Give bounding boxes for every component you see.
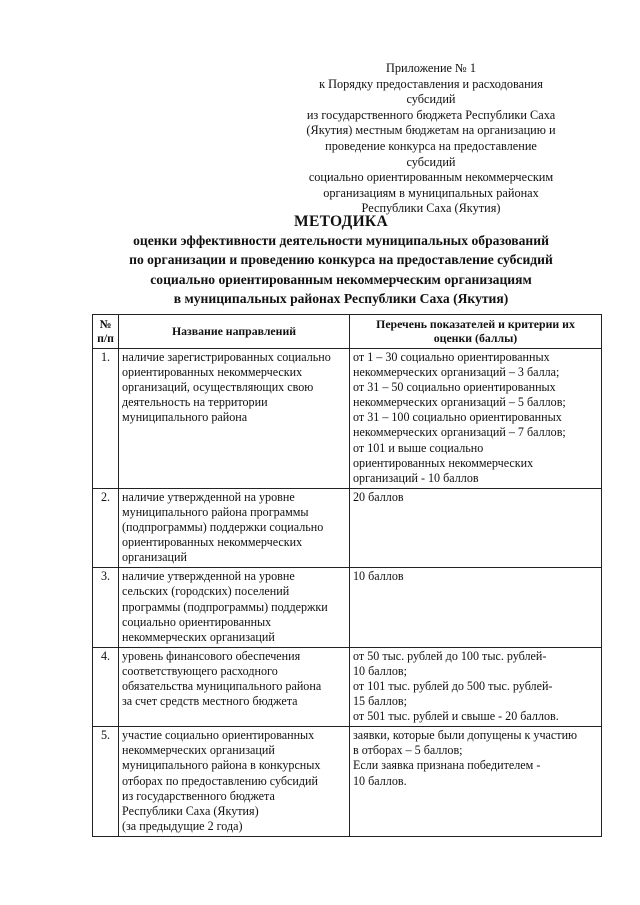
criteria-line: 20 баллов xyxy=(353,489,404,504)
direction-name-line: отборах по предоставлению субсидий xyxy=(122,773,318,788)
direction-name-line: некоммерческих организаций xyxy=(122,743,275,758)
row-number: 4. xyxy=(93,647,119,726)
table-row xyxy=(93,647,602,726)
criteria-line: некоммерческих организаций – 3 балла; xyxy=(353,365,560,380)
direction-name xyxy=(119,727,350,837)
criteria-line: заявки, которые были допущены к участию xyxy=(353,728,578,743)
criteria-line: от 101 тыс. рублей до 500 тыс. рублей- xyxy=(353,678,553,693)
appendix-header xyxy=(300,61,562,217)
direction-name-line: уровень финансового обеспечения xyxy=(122,648,301,663)
title-line: оценки эффективности деятельности муниципальных образований xyxy=(133,233,549,249)
direction-name-line: организаций, осуществляющих свою xyxy=(122,380,314,395)
direction-name-line: муниципального района xyxy=(122,410,248,425)
criteria-cell xyxy=(350,349,602,489)
criteria-line: Если заявка признана победителем - xyxy=(353,758,541,773)
direction-name-line: организаций xyxy=(122,550,187,565)
direction-name-line: некоммерческих организаций xyxy=(122,629,275,644)
appendix-line: Приложение № 1 xyxy=(385,61,477,75)
direction-name-line: обязательства муниципального района xyxy=(122,678,322,693)
criteria-line: от 31 – 50 социально ориентированных xyxy=(353,380,556,395)
row-number: 1. xyxy=(93,349,119,489)
appendix-line: социально ориентированным некоммерческим xyxy=(308,170,554,185)
title-line: по организации и проведению конкурса на предоставление субсидий xyxy=(129,252,553,268)
criteria-line: 10 баллов. xyxy=(353,773,407,788)
criteria-cell xyxy=(350,568,602,647)
direction-name xyxy=(119,349,350,489)
document-title xyxy=(80,212,602,308)
header-name: Название направлений xyxy=(119,315,350,349)
direction-name-line: (подпрограммы) поддержки социально xyxy=(122,520,324,535)
table-row xyxy=(93,488,602,567)
criteria-line: ориентированных некоммерческих xyxy=(353,455,534,470)
criteria-table xyxy=(92,314,602,837)
header-criteria: Перечень показателей и критерии их оценки (баллы) xyxy=(350,315,602,349)
direction-name-line: Республики Саха (Якутия) xyxy=(122,803,259,818)
direction-name-line: муниципального района программы xyxy=(122,504,309,519)
criteria-line: 10 баллов; xyxy=(353,663,407,678)
table-body xyxy=(93,349,602,837)
direction-name-line: (за предыдущие 2 года) xyxy=(122,818,243,833)
criteria-line: некоммерческих организаций – 5 баллов; xyxy=(353,395,566,410)
title-line: в муниципальных районах Республики Саха (Якутия) xyxy=(173,290,509,306)
direction-name xyxy=(119,568,350,647)
direction-name-line: муниципального района в конкурсных xyxy=(122,758,321,773)
criteria-line: 10 баллов xyxy=(353,569,404,584)
criteria-line: 15 баллов; xyxy=(353,694,407,709)
direction-name-line: участие социально ориентированных xyxy=(122,728,315,743)
direction-name xyxy=(119,647,350,726)
direction-name-line: соответствующего расходного xyxy=(122,663,278,678)
criteria-line: от 31 – 100 социально ориентированных xyxy=(353,410,562,425)
criteria-line: некоммерческих организаций – 7 баллов; xyxy=(353,425,566,440)
appendix-line: из государственного бюджета Республики Саха xyxy=(306,107,556,122)
appendix-line: к Порядку предоставления и расходования субсидий xyxy=(319,76,543,107)
direction-name-line: ориентированных некоммерческих xyxy=(122,365,303,380)
appendix-line: Республики Саха (Якутия) xyxy=(361,201,501,216)
row-number: 5. xyxy=(93,727,119,837)
direction-name xyxy=(119,488,350,567)
criteria-cell xyxy=(350,488,602,567)
title-line: социально ориентированным некоммерческим организациям xyxy=(150,271,532,287)
direction-name-line: наличие утвержденной на уровне xyxy=(122,569,295,584)
row-number: 3. xyxy=(93,568,119,647)
direction-name-line: деятельность на территории xyxy=(122,395,268,410)
table-header-row xyxy=(93,315,602,349)
direction-name-line: ориентированных некоммерческих xyxy=(122,535,303,550)
header-num: № п/п xyxy=(93,315,119,349)
title-main: МЕТОДИКА xyxy=(294,213,388,230)
direction-name-line: сельских (городских) поселений xyxy=(122,584,290,599)
criteria-cell xyxy=(350,727,602,837)
direction-name-line: наличие зарегистрированных социально xyxy=(122,350,331,364)
direction-name-line: за счет средств местного бюджета xyxy=(122,694,298,709)
appendix-line: (Якутия) местным бюджетам на организацию и xyxy=(306,123,556,138)
table-row xyxy=(93,349,602,489)
criteria-line: от 101 и выше социально xyxy=(353,440,484,455)
direction-name-line: из государственного бюджета xyxy=(122,788,275,803)
criteria-cell xyxy=(350,647,602,726)
direction-name-line: наличие утвержденной на уровне xyxy=(122,489,295,504)
criteria-line: от 1 – 30 социально ориентированных xyxy=(353,350,550,364)
direction-name-line: программы (подпрограммы) поддержки xyxy=(122,599,328,614)
appendix-line: организациям в муниципальных районах xyxy=(323,185,539,200)
direction-name-line: социально ориентированных xyxy=(122,614,272,629)
criteria-line: организаций - 10 баллов xyxy=(353,470,479,485)
table-row xyxy=(93,727,602,837)
criteria-line: в отборах – 5 баллов; xyxy=(353,743,463,758)
table-row xyxy=(93,568,602,647)
row-number: 2. xyxy=(93,488,119,567)
appendix-line: проведение конкурса на предоставление субсидий xyxy=(325,138,537,169)
criteria-line: от 50 тыс. рублей до 100 тыс. рублей- xyxy=(353,648,547,663)
criteria-line: от 501 тыс. рублей и свыше - 20 баллов. xyxy=(353,709,559,724)
